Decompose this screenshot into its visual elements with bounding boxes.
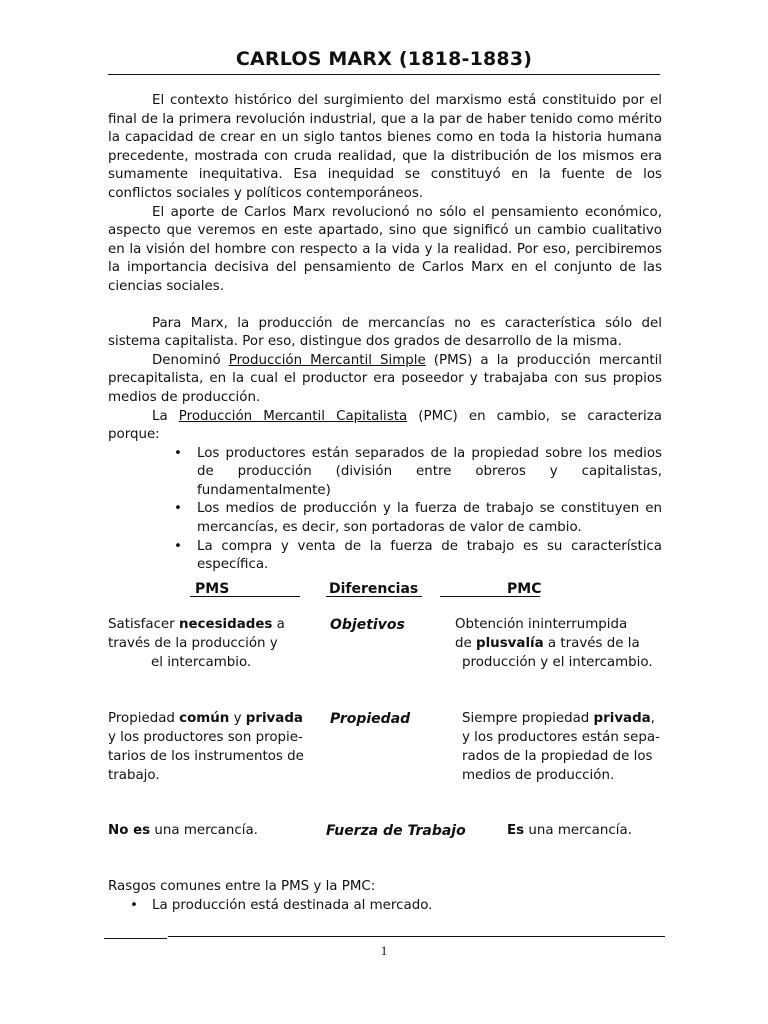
category-fuerza-de-trabajo: Fuerza de Trabajo [326,823,466,839]
footer-rule [168,936,665,937]
propiedad-pms-line2: y los productores son propie- [108,730,303,745]
paragraph-pmc [108,408,662,445]
fuerza-pmc [507,822,632,841]
list-item [108,445,662,501]
header-underline-pms [190,596,300,597]
list-item-text: La compra y venta de la fuerza de trabajo es su característica específica. [197,538,662,573]
text-span: una mercancía. [150,823,258,838]
propiedad-pmc-line4: medios de producción. [462,768,615,783]
header-underline-pmc [440,596,540,597]
propiedad-pms-line4: trabajo. [108,768,160,783]
text-span: una mercancía. [524,823,632,838]
objetivos-pms-line1 [108,616,285,635]
text-span: a [272,617,285,632]
propiedad-pmc-line3: rados de la propiedad de los [462,749,653,764]
pms-text-post: (PMS) a la producción mercantil precapitalista, en la cual el productor era poseedor y trabajaba con sus propios medios de producción. [108,352,663,405]
objetivos-pmc-line2 [455,635,640,654]
text-span: Siempre propiedad [462,711,594,726]
header-diferencias: Diferencias [329,581,419,597]
list-item [108,500,662,537]
pms-term: Producción Mercantil Simple [228,352,426,368]
bullet-icon: • [174,445,182,461]
common-traits-list [108,897,432,916]
fuerza-pms [108,822,258,841]
text-span: Propiedad [108,711,180,726]
propiedad-pms-line3: tarios de los instrumentos de [108,749,304,764]
text-span: a través de la [543,636,640,651]
page-number: 1 [380,943,388,958]
text-bold: necesidades [178,617,273,632]
common-traits-section [108,878,432,915]
text-bold: privada [593,711,651,726]
common-traits-heading: Rasgos comunes entre la PMS y la PMC: [108,879,376,894]
page-title: CARLOS MARX (1818-1883) [235,48,533,70]
objetivos-pmc-line3: producción y el intercambio. [462,655,653,670]
list-item-text: La producción está destinada al mercado. [152,897,433,913]
paragraph-marx-contribution: El aporte de Carlos Marx revolucionó no sólo el pensamiento económico, aspecto que veremos en este apartado, sino que significó un cambio cualitativo en la visión del hombre con respecto a la vida y la realidad. Por eso, percibiremos la importancia decisiva del pensamiento de Carlos Marx en el conjunto de las ciencias sociales. [108,204,662,294]
title-underline [108,74,660,75]
pmc-characteristics-list [108,445,662,575]
category-propiedad: Propiedad [330,711,411,727]
text-span: y [229,711,246,726]
header-underline-diferencias [326,596,422,597]
text-bold: privada [245,711,303,726]
paragraph-context: El contexto histórico del surgimiento del marxismo está constituido por el final de la primera revolución industrial, que a la par de haber tenido como mérito la capacidad de crear en un siglo tantos bienes como en toda la historia humana precedente, mostrada con cruda realidad, que la distribución de los mismos era sumamente inequitativa. Esa inequidad se constituyó en la fuente de los conflictos sociales y políticos contemporáneos. [108,93,662,201]
pmc-term: Producción Mercantil Capitalista [178,408,408,424]
list-item [108,538,662,575]
bullet-icon: • [130,897,138,913]
propiedad-pms-line1 [108,710,303,729]
body-text [108,92,662,575]
bullet-icon: • [174,538,182,554]
pmc-text-post: (PMC) en cambio, se caracteriza porque: [108,408,662,443]
pms-text-pre: Denominó [152,352,229,368]
text-span: Satisfacer [108,617,179,632]
propiedad-pmc-line1 [462,710,655,729]
propiedad-pmc-line2: y los productores están sepa- [462,730,660,745]
text-bold: común [179,711,230,726]
objetivos-pmc-line1: Obtención ininterrumpida [455,617,628,632]
text-span: de [455,636,476,651]
text-bold: Es [507,823,525,838]
list-item-text: Los productores están separados de la propiedad sobre los medios de producción (división entre obreros y capitalistas, fundamentalmente) [197,445,662,498]
list-item [108,897,432,916]
category-objetivos: Objetivos [330,617,405,633]
paragraph-pms [108,352,662,408]
pmc-text-pre: La [152,408,179,424]
header-pmc: PMC [507,581,542,597]
text-bold: No es [108,823,151,838]
header-pms: PMS [195,581,230,597]
objetivos-pms-line2: través de la producción y [108,636,278,651]
objetivos-pms-line3: el intercambio. [151,655,252,670]
footer-rule-left [104,938,167,939]
bullet-icon: • [174,501,182,517]
text-bold: plusvalía [476,636,544,651]
text-span: , [650,711,655,726]
list-item-text: Los medios de producción y la fuerza de trabajo se constituyen en mercancías, es decir, son portadoras de valor de cambio. [197,501,662,536]
paragraph-production-grades: Para Marx, la producción de mercancías no es característica sólo del sistema capitalista. Por eso, distingue dos grados de desarrollo de la misma. [108,315,662,350]
